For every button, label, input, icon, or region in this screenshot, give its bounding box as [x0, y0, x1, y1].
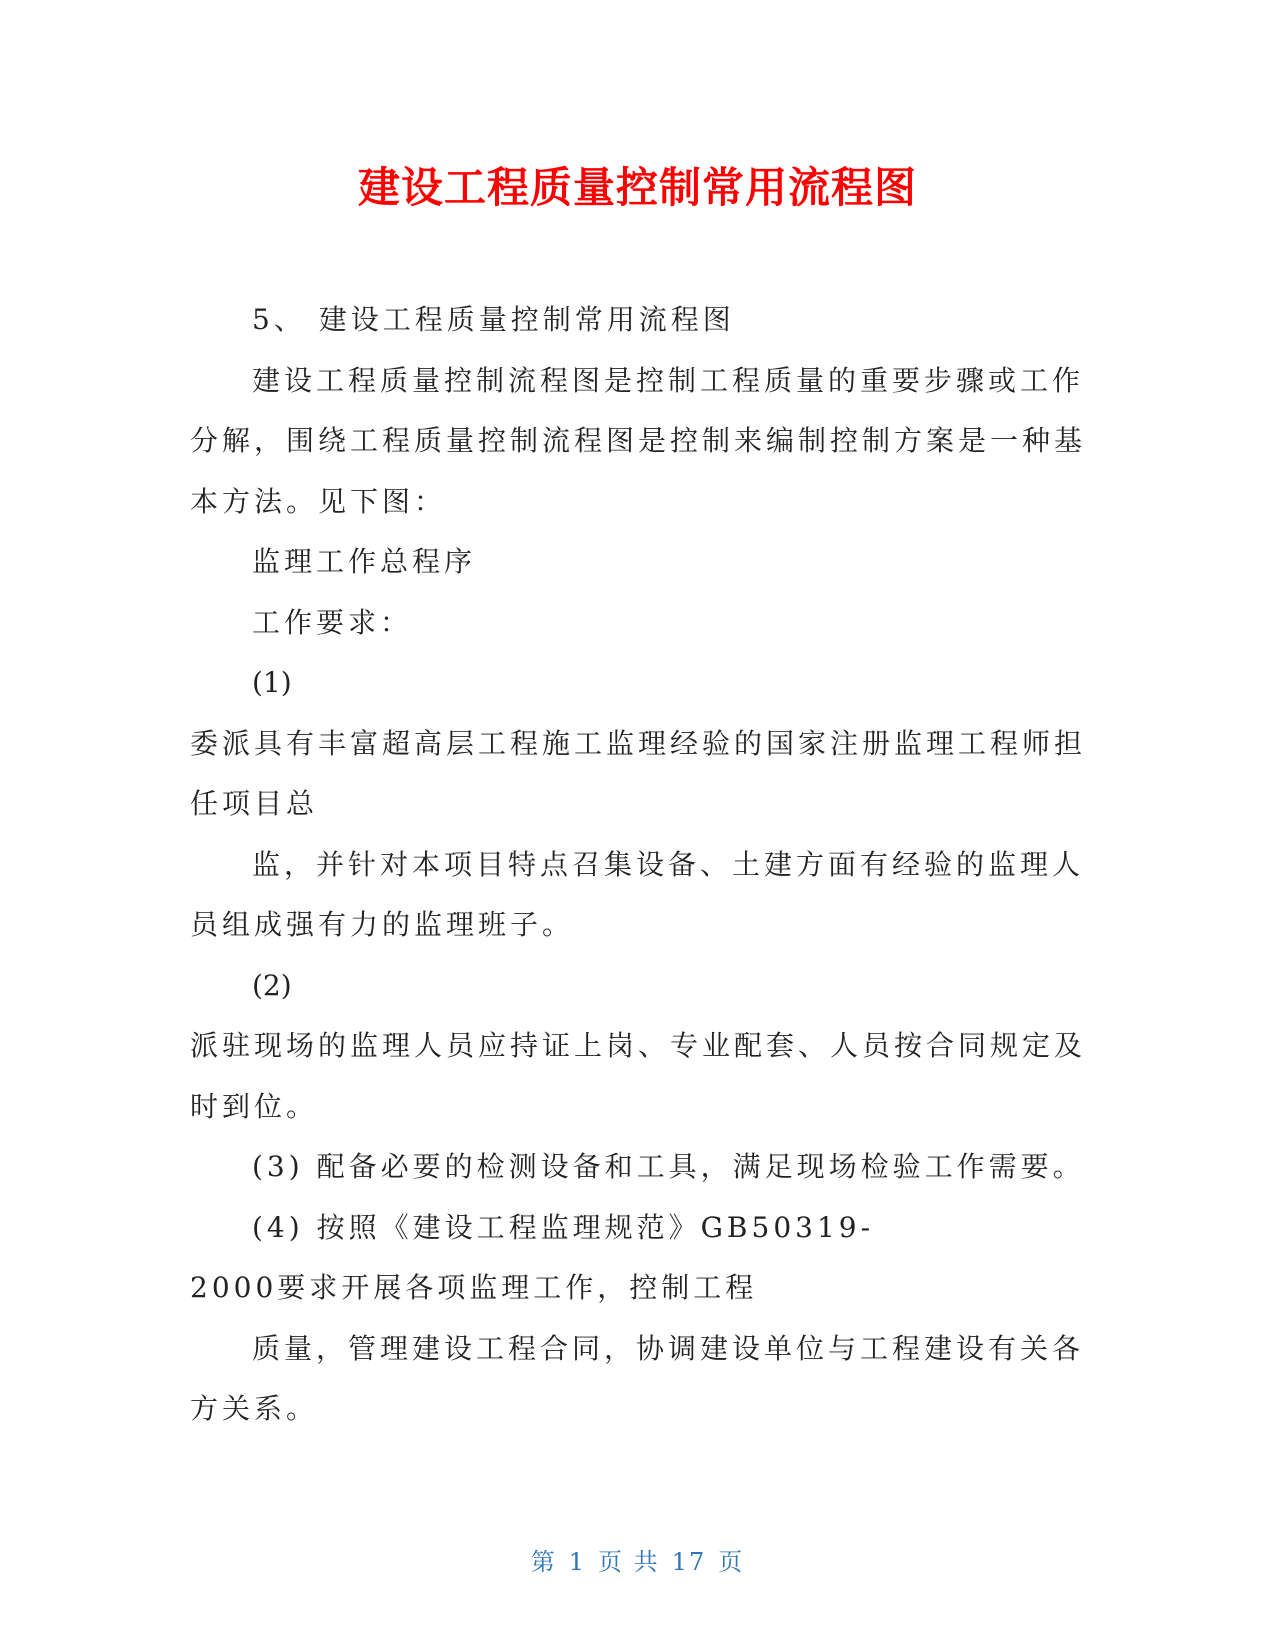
document-body	[190, 290, 1087, 1440]
footer-total-pages: 17	[671, 1548, 707, 1576]
list-number: (2)	[252, 968, 292, 1002]
paragraph-line: 方关系。	[190, 1392, 319, 1425]
paragraph-line: 5、 建设工程质量控制常用流程图	[252, 303, 735, 336]
paragraph-line: 委派具有丰富超高层工程施工监理经验的国家注册监理工程师担	[190, 726, 1087, 760]
list-number: (1)	[252, 666, 292, 699]
paragraph-line: 建设工程质量控制流程图是控制工程质量的重要步骤或工作	[252, 363, 1085, 397]
paragraph-line: 监，并针对本项目特点召集设备、土建方面有经验的监理人	[252, 847, 1085, 881]
paragraph-line: 员组成强有力的监理班子。	[190, 908, 575, 941]
footer-prefix: 第	[530, 1548, 557, 1576]
paragraph-line: (4) 按照《建设工程监理规范》GB50319-	[252, 1210, 875, 1244]
paragraph-line: (3) 配备必要的检测设备和工具，满足现场检验工作需要。	[252, 1150, 1085, 1183]
footer-page-number: 1	[568, 1548, 587, 1576]
paragraph-line: 本方法。见下图：	[190, 484, 447, 518]
paragraph-line: 时到位。	[190, 1089, 319, 1123]
page-footer	[0, 1542, 1275, 1577]
paragraph-line: 分解，围绕工程质量控制流程图是控制来编制控制方案是一种基	[190, 424, 1087, 457]
paragraph-line: 派驻现场的监理人员应持证上岗、专业配套、人员按合同规定及	[190, 1029, 1087, 1062]
paragraph-line: 工作要求：	[252, 605, 413, 639]
document-title: 建设工程质量控制常用流程图	[357, 163, 917, 212]
footer-middle: 页 共	[598, 1548, 660, 1576]
paragraph-line: 监理工作总程序	[252, 545, 477, 578]
paragraph-line: 质量，管理建设工程合同，协调建设单位与工程建设有关各	[252, 1331, 1085, 1365]
paragraph-line: 任项目总	[190, 787, 319, 820]
footer-suffix: 页	[718, 1548, 745, 1576]
paragraph-line: 2000要求开展各项监理工作，控制工程	[190, 1271, 758, 1304]
